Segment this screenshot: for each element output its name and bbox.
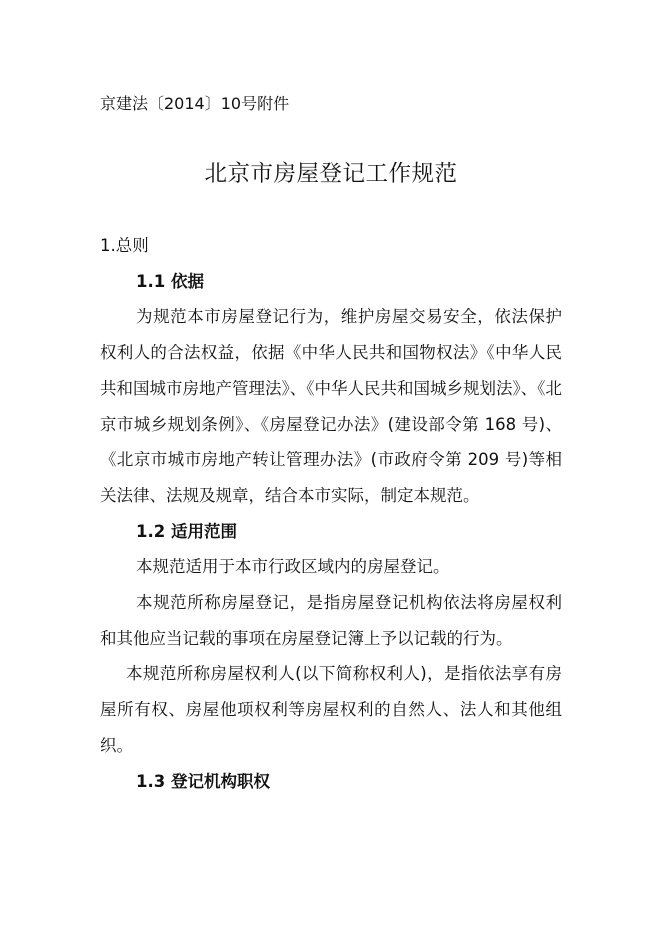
paragraph-scope: 本规范适用于本市行政区域内的房屋登记。 [136, 557, 450, 577]
paragraph-definition-registration: 本规范所称房屋登记，是指房屋登记机构依法将房屋权利和其他应当记载的事项在房屋登记簿上予以记载的行为。 [100, 593, 562, 648]
paragraph-definition-right-holder: 本规范所称房屋权利人(以下简称权利人)，是指依法享有房屋所有权、房屋他项权利等房屋权利的自然人、法人和其他组织。 [100, 664, 562, 755]
subsection-heading-scope: 1.2 适用范围 [136, 521, 237, 541]
document-title: 北京市房屋登记工作规范 [204, 161, 458, 187]
subsection-heading-authority: 1.3 登记机构职权 [136, 771, 270, 791]
document-body [100, 228, 562, 799]
paragraph-basis: 为规范本市房屋登记行为，维护房屋交易安全，依法保护权利人的合法权益，依据《中华人民共和国物权法》《中华人民共和国城市房地产管理法》、《中华人民共和国城乡规划法》、《北京市城乡规划条例》、《房屋登记办法》(建设部令第 168 号)、《北京市城市房地产转让管理办法》(市政府令第 209 号)等相关法律、法规及规章，结合本市实际，制定本规范。 [100, 307, 562, 505]
subsection-heading-basis: 1.1 依据 [136, 271, 204, 291]
document-reference: 京建法〔2014〕10号附件 [100, 94, 290, 113]
section-heading-general: 1.总则 [100, 236, 149, 255]
